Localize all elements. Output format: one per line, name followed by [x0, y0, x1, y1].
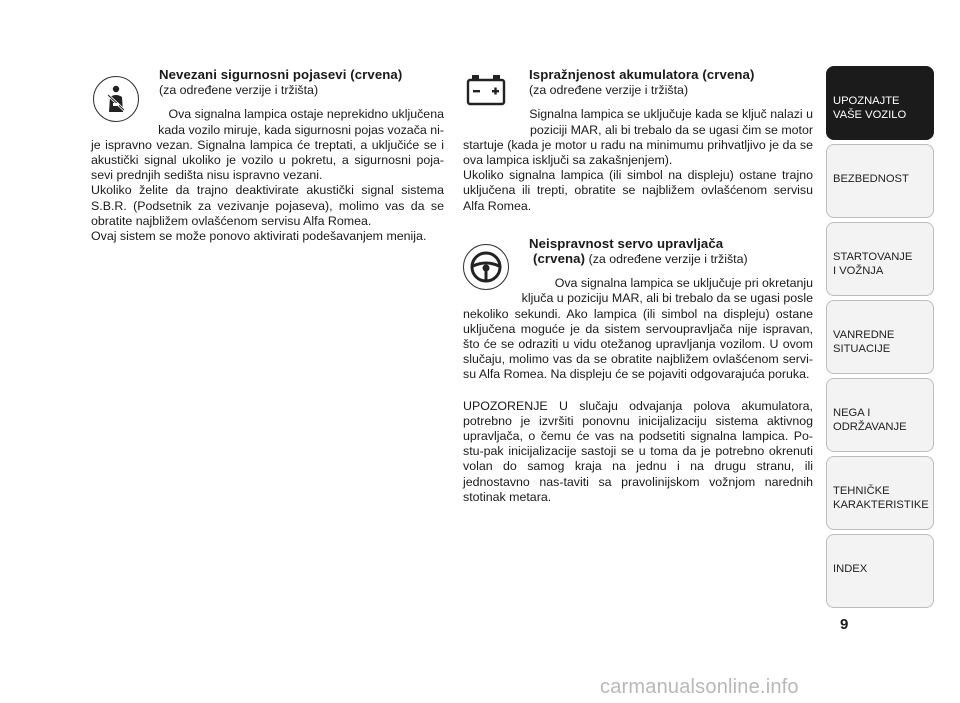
tab-tehnicke-karakteristike[interactable] — [826, 456, 934, 530]
steering-wheel-icon — [463, 244, 509, 290]
battery-title: Ispražnjenost akumulatora (crvena) — [529, 67, 755, 82]
seatbelt-line-1: Ova signalna lampica ostaje neprekidno uključena — [168, 107, 444, 122]
right-column — [463, 67, 813, 505]
battery-subtitle: (za određene verzije i tržišta) — [529, 83, 689, 98]
tab-nega-i-odrzavanje[interactable] — [826, 378, 934, 452]
watermark: carmanualsonline.info — [600, 676, 799, 698]
seatbelt-subtitle: (za određene verzije i tržišta) — [159, 83, 319, 98]
battery-service-paragraph: Ukoliko signalna lampica (ili simbol na displeju) ostane trajno uključena ili trepti, obratite se najbližem ovlašćenom servisu Alfa Romea. — [463, 168, 813, 213]
tab-label: TEHNIČKE KARAKTERISTIKE — [833, 485, 929, 511]
seatbelt-paragraph: je ispravno vezan. Signalna lampica će treptati, a uključiće se i akustički signal ukoliko je vozilo u pokretu, a sigurnosni poja-sevi prednjih sedišta nisu ispravno vezani. — [91, 137, 444, 183]
page-number: 9 — [840, 616, 849, 633]
tab-label: INDEX — [833, 563, 868, 575]
battery-line-1: Signalna lampica se uključuje kada se ključ nalazi u — [529, 107, 813, 122]
tab-label: UPOZNAJTE VAŠE VOZILO — [833, 95, 907, 121]
steering-subtitle: (za određene verzije i tržišta) — [588, 252, 748, 267]
steering-paragraph: nekoliko sekundi. Ako lampica (ili simbol na displeju) ostane uključena moguće je da sistem servoupravljača nije ispravan, što će se odraziti u vidu otežanog upravljanja vozilom. U ovom slučaju, molimo vas da se obratite najbližem ovlašćenom servi-su Alfa Romea. Na displeju će se pojaviti odgovarajuća poruka. — [463, 306, 813, 382]
steering-title-color: (crvena) — [533, 251, 586, 267]
steering-line-2: ključa u poziciju MAR, ali bi trebalo da se ugasi posle — [521, 291, 813, 306]
tab-label: STARTOVANJE I VOŽNJA — [833, 251, 913, 277]
steering-line-1: Ova signalna lampica se uključuje pri okretanju — [554, 276, 813, 291]
battery-paragraph: startuje (kada je motor u radu na minimumu prihvatljivo je da se ova lampica isključi sa zakašnjenjem). — [463, 137, 813, 168]
battery-line-2: poziciji MAR, ali bi trebalo da se ugasi čim se motor — [529, 122, 813, 137]
seatbelt-deactivate-paragraph: Ukoliko želite da trajno deaktivirate akustički signal sistema S.B.R. (Podsetnik za vezivanje pojaseva), molimo vas da se obratite najbližem ovlašćenom servisu Alfa Romea. — [91, 183, 444, 228]
seatbelt-reactivate-paragraph: Ovaj sistem se može ponovo aktivirati podešavanjem menija. — [91, 229, 427, 244]
seatbelt-line-2: kada vozilo miruje, kada sigurnosni pojas vozača ni- — [158, 122, 444, 137]
tab-label: BEZBEDNOST — [833, 173, 909, 185]
tab-index[interactable] — [826, 534, 934, 608]
left-column — [91, 67, 444, 244]
tab-bezbednost[interactable] — [826, 144, 934, 218]
tab-vanredne-situacije[interactable] — [826, 300, 934, 374]
steering-title: Neispravnost servo upravljača — [529, 235, 724, 251]
tab-startovanje-i-voznja[interactable] — [826, 222, 934, 296]
tab-label: VANREDNE SITUACIJE — [833, 329, 895, 355]
seatbelt-title: Nevezani sigurnosni pojasevi (crvena) — [159, 67, 403, 82]
warning-paragraph: UPOZORENJE U slučaju odvajanja polova akumulatora, potrebno je izvršiti ponovnu inicijalizaciju sistema aktivnog upravljača, o čemu će vas na podsetiti signalna lampica. Po-stu-pak inicijalizacije sastoji se u toma da je potrebno okrenuti volan do samog kraja na jednu i na drugu stranu, ili jednostavno nas-taviti sa pravolinijskom vožnjom narednih stotinak metara. — [463, 398, 813, 504]
tab-upoznajte-vase-vozilo[interactable] — [826, 66, 934, 140]
tab-label: NEGA I ODRŽAVANJE — [833, 407, 907, 433]
